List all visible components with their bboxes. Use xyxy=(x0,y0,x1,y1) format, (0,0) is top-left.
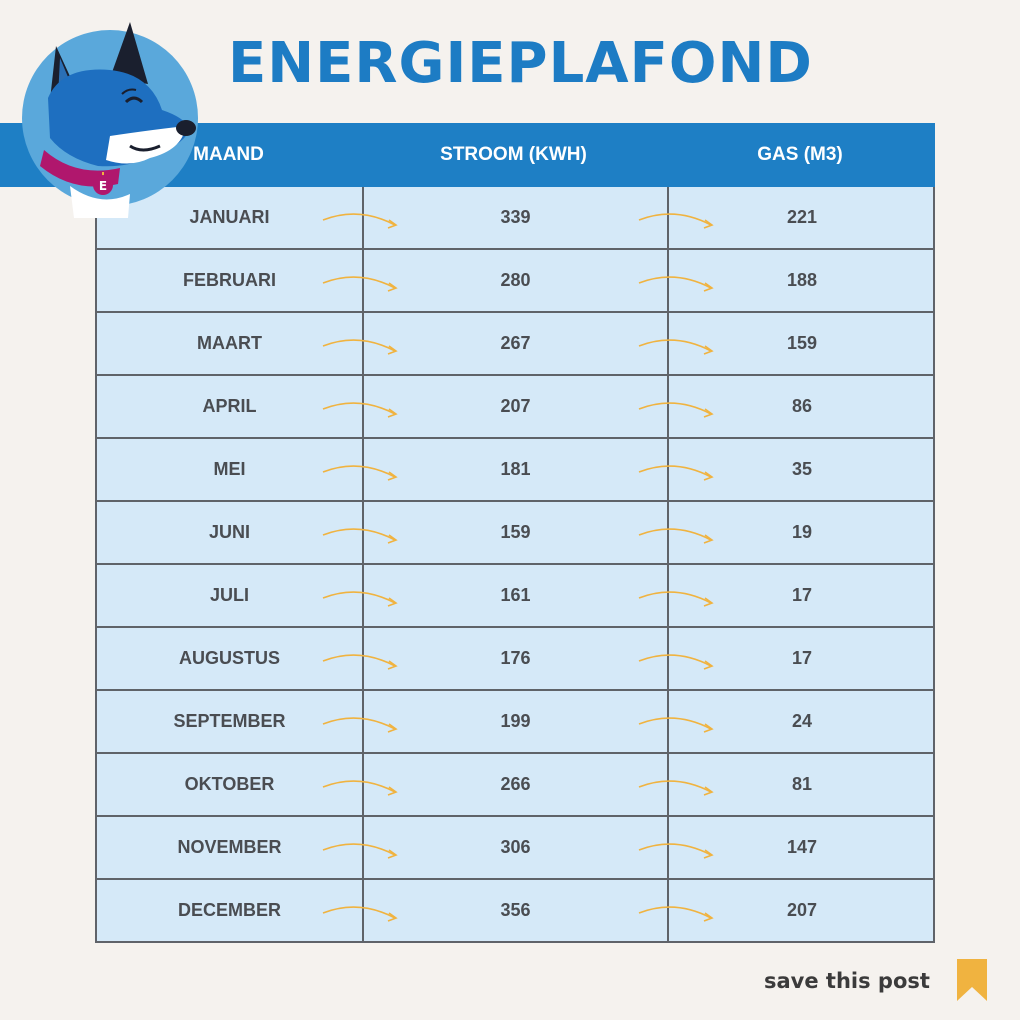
energy-table xyxy=(95,187,935,943)
gas-cell: 86 xyxy=(667,376,935,437)
table-row xyxy=(97,878,933,941)
arrow-right-icon xyxy=(319,206,403,230)
stroom-cell: 280 xyxy=(362,250,667,311)
table-row xyxy=(97,626,933,689)
gas-cell: 35 xyxy=(667,439,935,500)
gas-cell: 207 xyxy=(667,880,935,941)
stroom-cell: 356 xyxy=(362,880,667,941)
month-cell: MAART xyxy=(197,333,262,353)
month-cell: JULI xyxy=(209,585,249,605)
gas-cell: 188 xyxy=(667,250,935,311)
gas-cell: 24 xyxy=(667,691,935,752)
table-row xyxy=(97,689,933,752)
arrow-right-icon xyxy=(635,584,719,608)
table-row xyxy=(97,563,933,626)
stroom-cell: 199 xyxy=(362,691,667,752)
month-cell: DECEMBER xyxy=(177,900,281,920)
arrow-right-icon xyxy=(635,647,719,671)
stroom-cell: 207 xyxy=(362,376,667,437)
month-cell: OKTOBER xyxy=(184,774,275,794)
month-cell: APRIL xyxy=(202,396,257,416)
arrow-right-icon xyxy=(319,521,403,545)
month-cell: MEI xyxy=(213,459,246,479)
arrow-right-icon xyxy=(635,710,719,734)
stroom-cell: 306 xyxy=(362,817,667,878)
month-cell: JUNI xyxy=(208,522,250,542)
column-header-month: MAAND xyxy=(193,144,264,165)
arrow-right-icon xyxy=(319,647,403,671)
gas-cell: 17 xyxy=(667,628,935,689)
arrow-right-icon xyxy=(635,269,719,293)
table-row xyxy=(97,187,933,248)
dog-mascot-icon xyxy=(10,18,210,218)
arrow-right-icon xyxy=(319,269,403,293)
stroom-cell: 161 xyxy=(362,565,667,626)
stroom-cell: 267 xyxy=(362,313,667,374)
stroom-cell: 181 xyxy=(362,439,667,500)
page-title: ENERGIEPLAFOND xyxy=(228,31,813,96)
month-cell: FEBRUARI xyxy=(183,270,276,290)
arrow-right-icon xyxy=(319,395,403,419)
arrow-right-icon xyxy=(319,773,403,797)
gas-cell: 19 xyxy=(667,502,935,563)
save-this-post-text: save this post xyxy=(764,969,930,993)
arrow-right-icon xyxy=(635,773,719,797)
gas-cell: 17 xyxy=(667,565,935,626)
arrow-right-icon xyxy=(635,899,719,923)
stroom-cell: 266 xyxy=(362,754,667,815)
month-cell: NOVEMBER xyxy=(177,837,282,857)
gas-cell: 159 xyxy=(667,313,935,374)
table-row xyxy=(97,437,933,500)
table-row xyxy=(97,500,933,563)
svg-text:E: E xyxy=(98,179,108,193)
table-row xyxy=(97,752,933,815)
month-cell: AUGUSTUS xyxy=(178,648,280,668)
arrow-right-icon xyxy=(635,458,719,482)
arrow-right-icon xyxy=(319,332,403,356)
arrow-right-icon xyxy=(319,458,403,482)
arrow-right-icon xyxy=(319,584,403,608)
table-row xyxy=(97,374,933,437)
column-header-stroom: STROOM (KWH) xyxy=(440,144,587,165)
gas-cell: 147 xyxy=(667,817,935,878)
arrow-right-icon xyxy=(319,899,403,923)
month-cell: SEPTEMBER xyxy=(173,711,286,731)
arrow-right-icon xyxy=(635,206,719,230)
arrow-right-icon xyxy=(319,710,403,734)
arrow-right-icon xyxy=(635,836,719,860)
gas-cell: 221 xyxy=(667,187,935,248)
month-cell: JANUARI xyxy=(189,207,270,227)
table-row xyxy=(97,248,933,311)
gas-cell: 81 xyxy=(667,754,935,815)
arrow-right-icon xyxy=(319,836,403,860)
column-header-gas: GAS (M3) xyxy=(757,144,843,165)
bookmark-icon[interactable] xyxy=(955,957,989,1003)
table-row xyxy=(97,815,933,878)
table-row xyxy=(97,311,933,374)
arrow-right-icon xyxy=(635,521,719,545)
arrow-right-icon xyxy=(635,395,719,419)
stroom-cell: 339 xyxy=(362,187,667,248)
stroom-cell: 176 xyxy=(362,628,667,689)
arrow-right-icon xyxy=(635,332,719,356)
stroom-cell: 159 xyxy=(362,502,667,563)
